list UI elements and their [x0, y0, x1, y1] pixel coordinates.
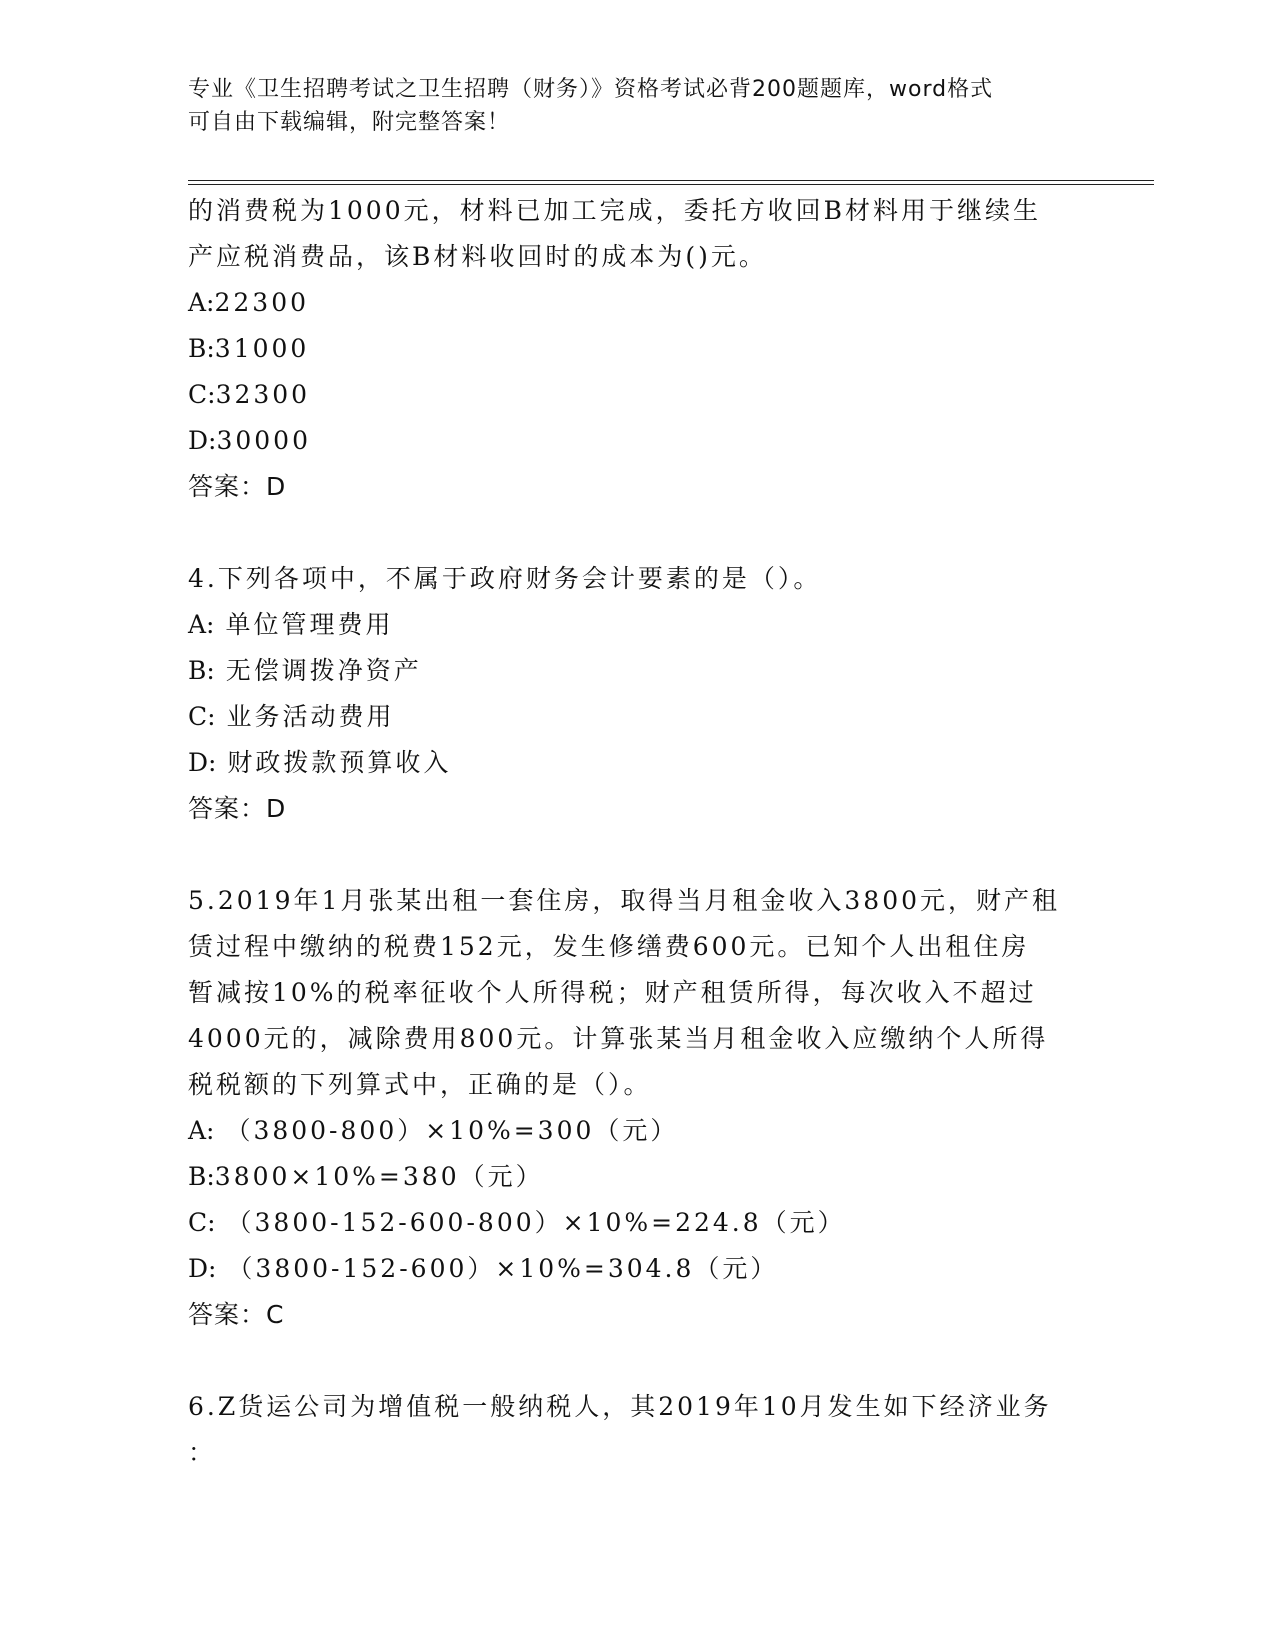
option-letter: D: — [188, 426, 217, 455]
option-letter: B: — [188, 656, 215, 685]
question-stem-line: 产应税消费品，该B材料收回时的成本为()元。 — [188, 242, 767, 271]
option-text: （3800-800）×10%=300（元） — [225, 1116, 679, 1145]
question-stem-line: 4.下列各项中，不属于政府财务会计要素的是（）。 — [188, 564, 822, 593]
option-text: 单位管理费用 — [225, 610, 394, 639]
header-title-line-2: 可自由下载编辑，附完整答案！ — [188, 110, 511, 135]
header-divider-bottom — [188, 184, 1154, 185]
option-letter: D: — [188, 748, 217, 777]
option-text: 无偿调拨净资产 — [225, 656, 422, 685]
option-c — [188, 1200, 1088, 1246]
question-stem-line: 的消费税为1000元，材料已加工完成，委托方收回B材料用于继续生 — [188, 196, 1041, 225]
option-c — [188, 372, 1088, 418]
option-letter: C: — [188, 380, 216, 409]
option-letter: C: — [188, 702, 216, 731]
header-title-line-1: 专业《卫生招聘考试之卫生招聘（财务）》资格考试必背200题题库，word格式 — [188, 77, 994, 102]
option-letter: A: — [188, 1116, 215, 1145]
option-text: 3800×10%=380（元） — [214, 1162, 544, 1191]
header-divider-top — [188, 180, 1154, 181]
question-3 — [188, 188, 1088, 510]
question-stem-line: 6.Z货运公司为增值税一般纳税人，其2019年10月发生如下经济业务 — [188, 1392, 1052, 1421]
option-letter: B: — [188, 1162, 215, 1191]
option-text: （3800-152-600-800）×10%=224.8（元） — [226, 1208, 846, 1237]
question-stem-line: 赁过程中缴纳的税费152元，发生修缮费600元。已知个人出租住房 — [188, 932, 1030, 961]
option-d — [188, 1246, 1088, 1292]
question-stem-line: 暂减按10%的税率征收个人所得税；财产租赁所得，每次收入不超过 — [188, 978, 1037, 1007]
question-5 — [188, 878, 1088, 1338]
option-letter: A: — [188, 288, 215, 317]
spacer — [188, 832, 1088, 878]
option-b — [188, 326, 1088, 372]
question-6 — [188, 1384, 1088, 1476]
option-b — [188, 648, 1088, 694]
option-text: 22300 — [214, 288, 310, 317]
question-stem-line: 5.2019年1月张某出租一套住房，取得当月租金收入3800元，财产租 — [188, 886, 1061, 915]
option-text: 财政拨款预算收入 — [227, 748, 452, 777]
option-a — [188, 602, 1088, 648]
spacer — [188, 1338, 1088, 1384]
option-letter: D: — [188, 1254, 217, 1283]
answer-line: 答案：D — [188, 472, 287, 501]
question-stem-line: 4000元的，减除费用800元。计算张某当月租金收入应缴纳个人所得 — [188, 1024, 1049, 1053]
answer-line: 答案：C — [188, 1300, 285, 1329]
option-letter: B: — [188, 334, 215, 363]
option-d — [188, 740, 1088, 786]
question-4 — [188, 556, 1088, 832]
question-stem-line: 税税额的下列算式中，正确的是（）。 — [188, 1070, 652, 1099]
spacer — [188, 510, 1088, 556]
answer-line: 答案：D — [188, 794, 287, 823]
option-text: 31000 — [214, 334, 310, 363]
document-header — [188, 73, 1068, 139]
option-a — [188, 280, 1088, 326]
option-c — [188, 694, 1088, 740]
option-text: 32300 — [215, 380, 311, 409]
option-text: 30000 — [216, 426, 311, 455]
question-stem-line: ： — [188, 1438, 217, 1467]
option-d — [188, 418, 1088, 464]
document-body — [188, 188, 1088, 1476]
option-letter: C: — [188, 1208, 216, 1237]
option-b — [188, 1154, 1088, 1200]
option-text: （3800-152-600）×10%=304.8（元） — [227, 1254, 779, 1283]
option-text: 业务活动费用 — [226, 702, 395, 731]
option-letter: A: — [188, 610, 215, 639]
option-a — [188, 1108, 1088, 1154]
